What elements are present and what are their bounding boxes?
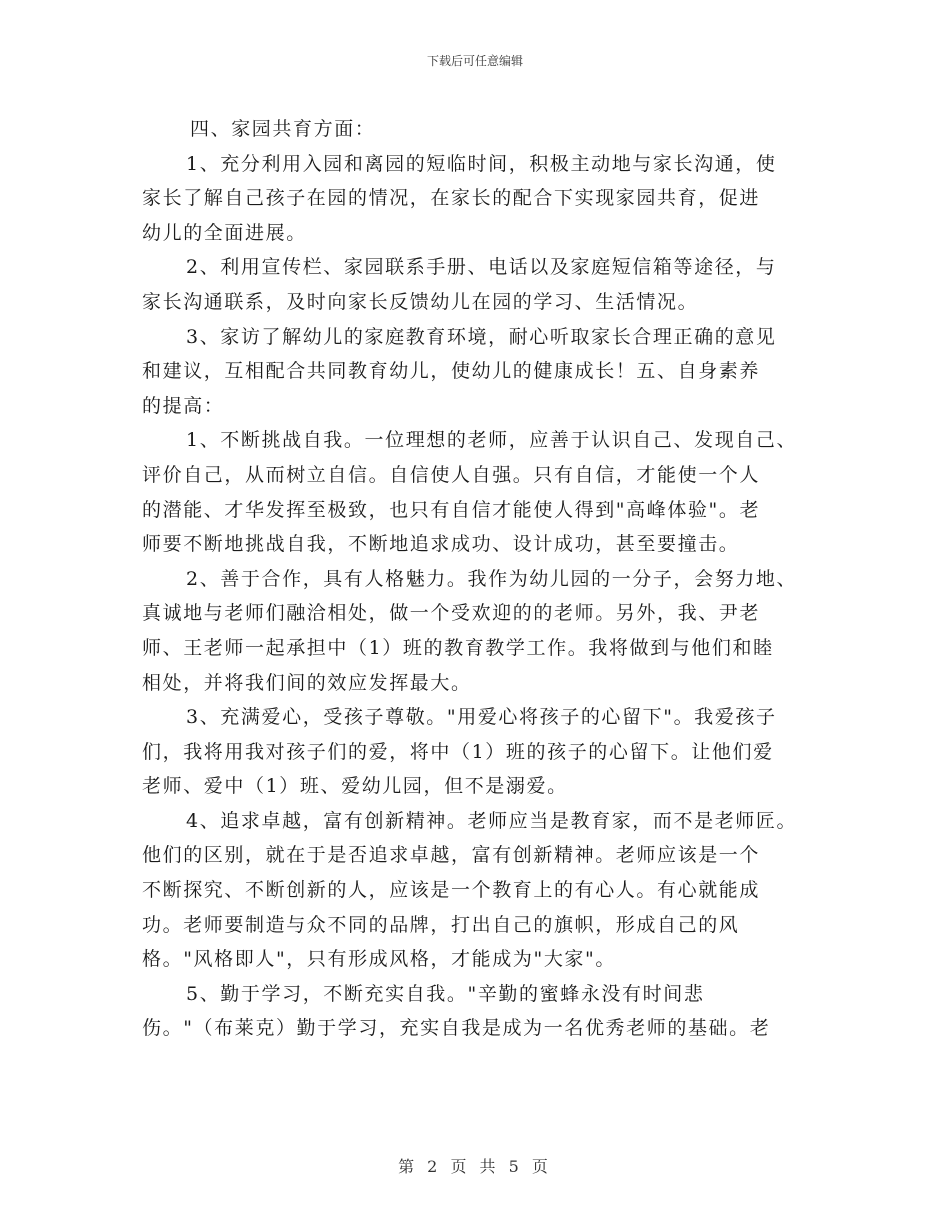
paragraph-line: 评价自己，从而树立自信。自信使人自强。只有自信，才能使一个人	[142, 463, 761, 486]
paragraph-line: 3、充满爱心，受孩子尊敬。"用爱心将孩子的心留下"。我爱孩子	[186, 706, 777, 729]
paragraph-line: 老师、爱中（1）班、爱幼儿园，但不是溺爱。	[142, 775, 568, 798]
paragraph-line: 不断探究、不断创新的人，应该是一个教育上的有心人。有心就能成	[142, 879, 761, 902]
paragraph-line: 师要不断地挑战自我，不断地追求成功、设计成功，甚至要撞击。	[142, 533, 740, 556]
page-footer: 第 2 页 共 5 页	[398, 1157, 552, 1176]
paragraph-line: 真诚地与老师们融洽相处，做一个受欢迎的的老师。另外，我、尹老	[142, 602, 761, 625]
section-heading-home-school: 四、家园共育方面：	[190, 118, 376, 140]
paragraph-line: 师、王老师一起承担中（1）班的教育教学工作。我将做到与他们和睦	[142, 636, 774, 659]
paragraph-line: 幼儿的全面进展。	[142, 221, 307, 244]
paragraph-line: 5、勤于学习，不断充实自我。"辛勤的蜜蜂永没有时间悲	[186, 982, 705, 1005]
paragraph-line: 2、善于合作，具有人格魅力。我作为幼儿园的一分子，会努力地、	[186, 567, 798, 590]
paragraph-line: 和建议，互相配合共同教育幼儿，使幼儿的健康成长！五、自身素养	[142, 360, 761, 383]
paragraph-line: 格。"风格即人"，只有形成风格，才能成为"大家"。	[142, 948, 616, 971]
paragraph-line: 的提高：	[142, 394, 225, 417]
paragraph-line: 们，我将用我对孩子们的爱，将中（1）班的孩子的心留下。让他们爱	[142, 740, 774, 763]
paragraph-line: 相处，并将我们间的效应发挥最大。	[142, 671, 472, 694]
body-text	[142, 112, 842, 1046]
paragraph-line: 家长了解自己孩子在园的情况，在家长的配合下实现家园共育，促进	[142, 187, 761, 210]
paragraph-line: 家长沟通联系，及时向家长反馈幼儿在园的学习、生活情况。	[142, 290, 699, 313]
paragraph-line: 伤。"（布莱克）勤于学习，充实自我是成为一名优秀老师的基础。老	[142, 1017, 771, 1040]
page-header: 下载后可任意编辑	[426, 54, 523, 68]
paragraph-line: 1、不断挑战自我。一位理想的老师，应善于认识自己、发现自己、	[186, 429, 798, 452]
paragraph-line: 的潜能、才华发挥至极致，也只有自信才能使人得到"高峰体验"。老	[142, 498, 761, 521]
paragraph-line: 功。老师要制造与众不同的品牌，打出自己的旗帜，形成自己的风	[142, 913, 740, 936]
paragraph-line: 4、追求卓越，富有创新精神。老师应当是教育家，而不是老师匠。	[186, 809, 798, 832]
paragraph-line: 1、充分利用入园和离园的短临时间，积极主动地与家长沟通，使	[186, 152, 777, 175]
paragraph-line: 3、家访了解幼儿的家庭教育环境，耐心听取家长合理正确的意见	[186, 325, 777, 348]
paragraph-line: 2、利用宣传栏、家园联系手册、电话以及家庭短信箱等途径，与	[186, 256, 777, 279]
paragraph-line: 他们的区别，就在于是否追求卓越，富有创新精神。老师应该是一个	[142, 844, 761, 867]
